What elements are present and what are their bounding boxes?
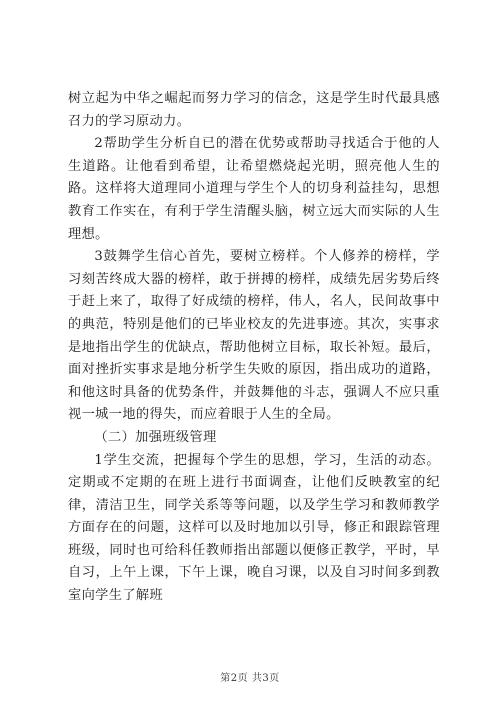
paragraph-item-2: 2帮助学生分析自已的潜在优势或帮助寻找适合于他的人生道路。让他看到希望，让希望燃烧起光明，照亮他人生的路。这样将大道理同小道理与学生个人的切身利益挂勾，思想教育工作实在，有利于学生清醒头脑，树立远大而实际的人生理想。 bbox=[68, 136, 440, 242]
section-heading: （二）加强班级管理 bbox=[94, 429, 217, 445]
document-body bbox=[68, 88, 440, 608]
paragraph-item-3: 3鼓舞学生信心首先，要树立榜样。个人修养的榜样，学习刻苦终成大器的榜样，敢于拼搏的榜样，成绩先居劣势后终于赶上来了，取得了好成绩的榜样，伟人，名人，民间故事中的典范，特别是他们的已毕业校友的先进事迹。其次，实事求是地指出学生的优缺点，帮助他树立目标，取长补短。最后，面对挫折实事求是地分析学生失败的原因，指出成功的道路，和他这时具备的优势条件，并鼓舞他的斗志，强调人不应只重视一城一地的得失，而应着眼于人生的全局。 bbox=[68, 249, 440, 423]
paragraph-continuation: 树立起为中华之崛起而努力学习的信念，这是学生时代最具感召力的学习原动力。 bbox=[68, 91, 440, 129]
section-paragraph-1: 1学生交流，把握每个学生的思想，学习，生活的动态。定期或不定期的在班上进行书面调查，让他们反映教室的纪律，清洁卫生，同学关系等等问题，以及学生学习和教师教学方面存在的问题，这样可以及时地加以引导，修正和跟踪管理班级，同时也可给科任教师指出部题以便修正教学，平时，早自习，上午上课，下午上课，晚自习课，以及自习时间多到教室向学生了解班 bbox=[68, 452, 440, 604]
page-footer: 第2页 共3页 bbox=[220, 673, 280, 684]
